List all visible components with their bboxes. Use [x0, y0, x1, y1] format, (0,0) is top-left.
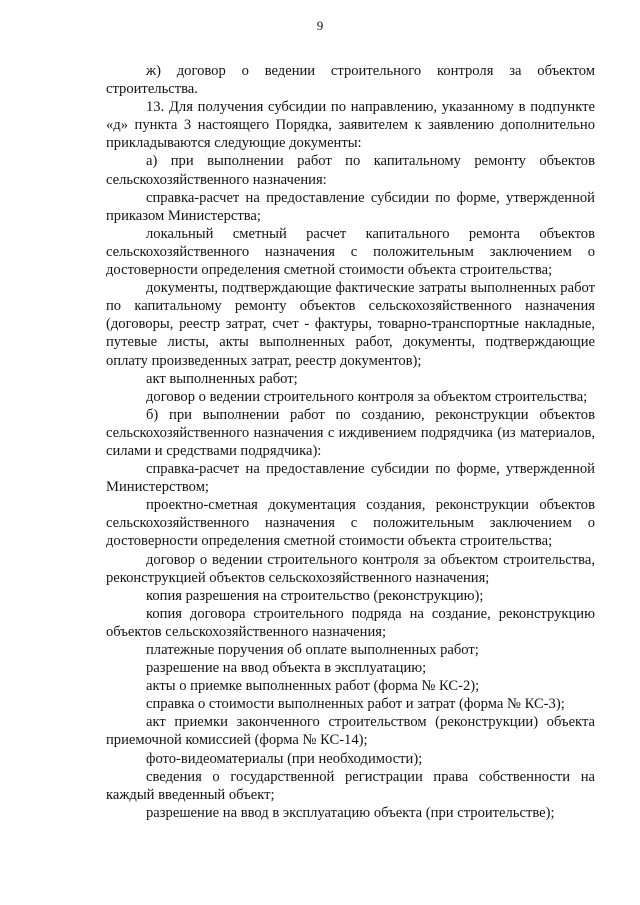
paragraph: платежные поручения об оплате выполненных работ;	[146, 642, 479, 658]
paragraph: акты о приемке выполненных работ (форма № КС-2);	[146, 678, 480, 695]
document-body	[106, 62, 595, 822]
paragraph: документы, подтверждающие фактические затраты выполненных работ по капитальному ремонту объектов сельскохозяйственного назначения (договоры, реестр затрат, счет - фактуры, товарно-транспортные накладные, путевые листы, акты выполненных работ, документы, подтверждающие оплату произведенных затрат, реестр документов);	[106, 280, 595, 369]
paragraph: а) при выполнении работ по капитальному ремонту объектов сельскохозяйственного назначения:	[106, 153, 595, 188]
paragraph: справка-расчет на предоставление субсидии по форме, утвержденной Министерством;	[106, 461, 595, 496]
paragraph: копия разрешения на строительство (реконструкцию);	[146, 587, 484, 604]
paragraph: акт приемки законченного строительством (реконструкции) объекта приемочной комиссией (форма № КС-14);	[106, 714, 595, 749]
paragraph: локальный сметный расчет капитального ремонта объектов сельскохозяйственного назначения с положительным заключением о достоверности определения сметной стоимости объекта строительства;	[106, 225, 595, 279]
paragraph: сведения о государственной регистрации права собственности на каждый введенный объект;	[106, 768, 595, 803]
paragraph: справка-расчет на предоставление субсидии по форме, утвержденной приказом Министерства;	[106, 189, 595, 224]
paragraph: разрешение на ввод в эксплуатацию объекта (при строительстве);	[146, 804, 555, 821]
paragraph: ж) договор о ведении строительного контроля за объектом строительства.	[106, 63, 595, 98]
paragraph: б) при выполнении работ по созданию, реконструкции объектов сельскохозяйственного назначения с иждивением подрядчика (из материалов, силами и средствами подрядчика):	[106, 406, 595, 459]
paragraph: договор о ведении строительного контроля за объектом строительства;	[146, 388, 588, 405]
paragraph: 13. Для получения субсидии по направлению, указанному в подпункте «д» пункта 3 настоящего Порядка, заявителем к заявлению дополнительно прикладываются следующие документы:	[106, 99, 595, 152]
paragraph: справка о стоимости выполненных работ и затрат (форма № КС-3);	[146, 696, 565, 713]
paragraph: разрешение на ввод объекта в эксплуатацию;	[146, 660, 427, 677]
paragraph: проектно-сметная документация создания, реконструкции объектов сельскохозяйственного назначения с положительным заключением о достоверности определения сметной стоимости объекта строительства;	[106, 497, 595, 550]
paragraph: копия договора строительного подряда на создание, реконструкцию объектов сельскохозяйственного назначения;	[106, 605, 595, 640]
paragraph: фото-видеоматериалы (при необходимости);	[146, 750, 423, 767]
page-number: 9	[316, 18, 324, 33]
paragraph: акт выполненных работ;	[146, 370, 298, 387]
paragraph: договор о ведении строительного контроля за объектом строительства, реконструкцией объектов сельскохозяйственного назначения;	[106, 551, 595, 586]
